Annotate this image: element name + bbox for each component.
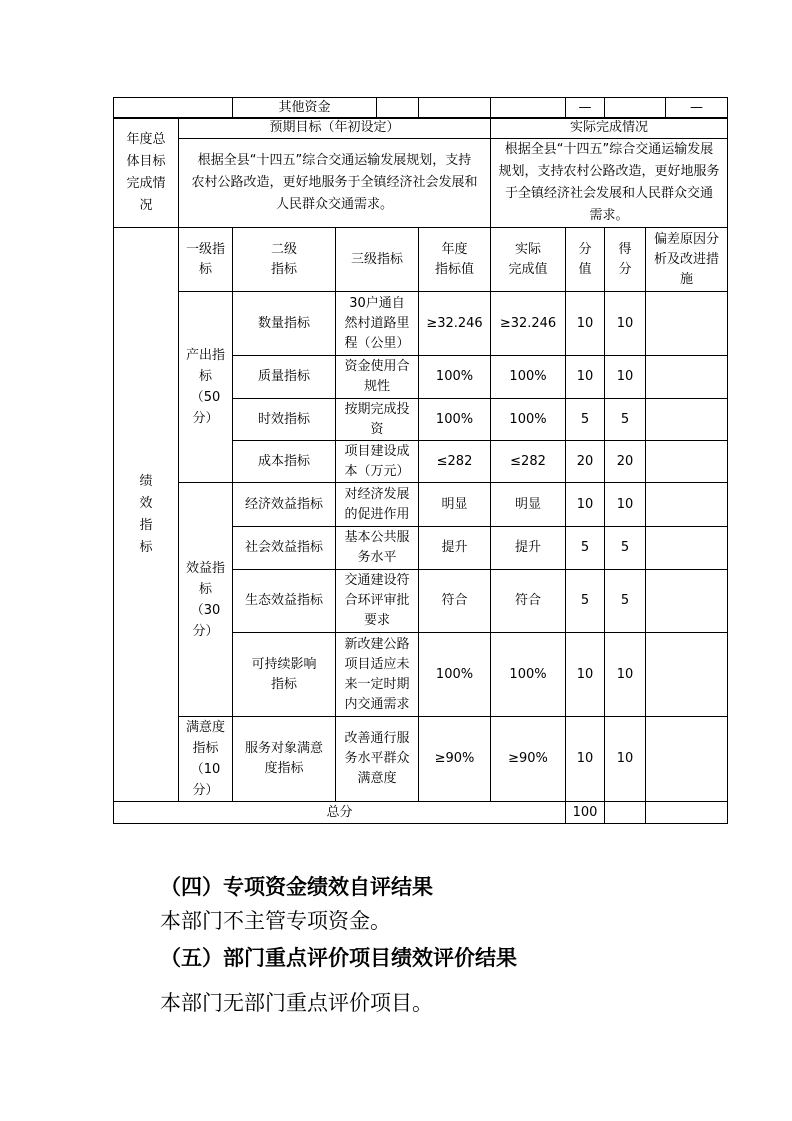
deviation-cell [646, 570, 728, 633]
deviation-cell [646, 483, 728, 527]
budget-continuation-table [113, 97, 728, 119]
header-score: 得 分 [605, 228, 646, 292]
weight-value: 10 [566, 292, 605, 356]
empty-cell [114, 98, 233, 119]
deviation-cell [646, 399, 728, 441]
empty-cell [491, 98, 566, 119]
level3-cell: 30户通自 然村道路里 程（公里） [336, 292, 419, 356]
empty-cell [605, 98, 666, 119]
empty-cell [377, 98, 419, 119]
weight-value: 10 [566, 717, 605, 802]
level2-cell: 数量指标 [233, 292, 336, 356]
table-row [114, 717, 728, 802]
deviation-cell [646, 633, 728, 717]
section-body-key-evaluation: 本部门无部门重点评价项目。 [160, 991, 433, 1015]
weight-value: 5 [566, 527, 605, 570]
actual-completion-text: 根据全县“十四五”综合交通运输发展 规划，支持农村公路改造，更好地服务 于全镇经济社会发展和人民群众交通 需求。 [491, 139, 728, 228]
annual-goal-label: 年度总 体目标 完成情 况 [114, 118, 179, 228]
level2-cell: 经济效益指标 [233, 483, 336, 527]
deviation-cell [646, 441, 728, 483]
goal-header-row [114, 118, 728, 139]
goal-text-row [114, 139, 728, 228]
deviation-cell [646, 717, 728, 802]
dash-cell: — [666, 98, 728, 119]
table-row [114, 483, 728, 527]
target-value: ≤282 [419, 441, 491, 483]
target-value: 100% [419, 633, 491, 717]
level2-cell: 质量指标 [233, 356, 336, 399]
actual-value: 100% [491, 399, 566, 441]
level2-cell: 可持续影响 指标 [233, 633, 336, 717]
target-value: 提升 [419, 527, 491, 570]
header-level2: 二级 指标 [233, 228, 336, 292]
target-value: 明显 [419, 483, 491, 527]
level1-satisfaction-indicator: 满意度 指标 （10 分） [179, 717, 233, 802]
level3-cell: 交通建设符 合环评审批 要求 [336, 570, 419, 633]
weight-value: 20 [566, 441, 605, 483]
level1-benefit-indicator: 效益指 标 （30 分） [179, 483, 233, 717]
actual-value: 符合 [491, 570, 566, 633]
weight-value: 10 [566, 633, 605, 717]
target-value: ≥32.246 [419, 292, 491, 356]
score-value: 20 [605, 441, 646, 483]
actual-value: ≥32.246 [491, 292, 566, 356]
score-value: 10 [605, 356, 646, 399]
section-body-special-funds: 本部门不主管专项资金。 [160, 909, 391, 933]
section-heading-key-evaluation: （五）部门重点评价项目绩效评价结果 [160, 945, 517, 970]
level3-cell: 改善通行服 务水平群众 满意度 [336, 717, 419, 802]
actual-value: 提升 [491, 527, 566, 570]
level2-cell: 社会效益指标 [233, 527, 336, 570]
target-value: ≥90% [419, 717, 491, 802]
total-row [114, 802, 728, 824]
level3-cell: 新改建公路 项目适应未 来一定时期 内交通需求 [336, 633, 419, 717]
header-level1: 一级指 标 [179, 228, 233, 292]
level3-cell: 项目建设成 本（万元） [336, 441, 419, 483]
score-value: 10 [605, 292, 646, 356]
level2-cell: 生态效益指标 [233, 570, 336, 633]
actual-value: ≥90% [491, 717, 566, 802]
score-value: 5 [605, 399, 646, 441]
target-value: 100% [419, 356, 491, 399]
level2-cell: 服务对象满意 度指标 [233, 717, 336, 802]
header-deviation: 偏差原因分 析及改进措 施 [646, 228, 728, 292]
funding-source-cell: 其他资金 [233, 98, 377, 119]
total-score-cell [605, 802, 646, 824]
total-label: 总分 [114, 802, 566, 824]
header-actual: 实际 完成值 [491, 228, 566, 292]
weight-value: 5 [566, 399, 605, 441]
deviation-cell [646, 292, 728, 356]
actual-value: 明显 [491, 483, 566, 527]
header-weight: 分 值 [566, 228, 605, 292]
performance-table [113, 117, 728, 824]
target-value: 100% [419, 399, 491, 441]
level1-output-indicator: 产出指 标 （50 分） [179, 292, 233, 483]
score-value: 10 [605, 633, 646, 717]
level2-cell: 成本指标 [233, 441, 336, 483]
empty-cell [419, 98, 491, 119]
actual-value: 100% [491, 356, 566, 399]
level3-cell: 对经济发展 的促进作用 [336, 483, 419, 527]
actual-value: ≤282 [491, 441, 566, 483]
actual-value: 100% [491, 633, 566, 717]
level3-cell: 按期完成投 资 [336, 399, 419, 441]
budget-row [114, 98, 728, 119]
indicator-header-row [114, 228, 728, 292]
deviation-cell [646, 527, 728, 570]
total-weight: 100 [566, 802, 605, 824]
weight-value: 10 [566, 356, 605, 399]
level2-cell: 时效指标 [233, 399, 336, 441]
deviation-cell [646, 356, 728, 399]
score-value: 10 [605, 483, 646, 527]
dash-cell: — [566, 98, 605, 119]
table-row [114, 292, 728, 356]
level3-cell: 基本公共服 务水平 [336, 527, 419, 570]
score-value: 5 [605, 570, 646, 633]
header-target: 年度 指标值 [419, 228, 491, 292]
performance-indicator-label: 绩 效 指 标 [114, 228, 179, 802]
score-value: 5 [605, 527, 646, 570]
header-level3: 三级指标 [336, 228, 419, 292]
level3-cell: 资金使用合 规性 [336, 356, 419, 399]
weight-value: 5 [566, 570, 605, 633]
section-heading-special-funds: （四）专项资金绩效自评结果 [160, 874, 433, 899]
target-value: 符合 [419, 570, 491, 633]
actual-completion-header: 实际完成情况 [491, 118, 728, 139]
total-deviation-cell [646, 802, 728, 824]
expected-goal-header: 预期目标（年初设定） [179, 118, 491, 139]
expected-goal-text: 根据全县“十四五”综合交通运输发展规划，支持 农村公路改造，更好地服务于全镇经济社会发展和 人民群众交通需求。 [179, 139, 491, 228]
score-value: 10 [605, 717, 646, 802]
weight-value: 10 [566, 483, 605, 527]
